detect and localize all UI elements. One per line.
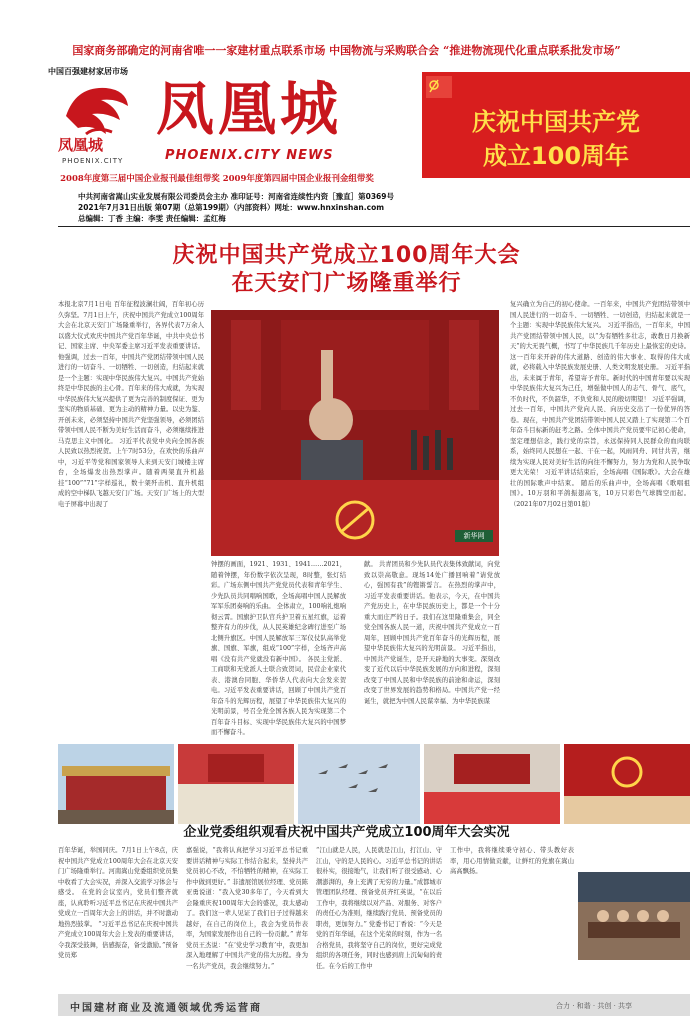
footer-slogan: 中国建材商业及流通领域优秀运营商	[70, 1003, 262, 1014]
logo-english-name: PHOENIX.CITY	[62, 157, 124, 165]
party-flag-icon	[426, 76, 452, 98]
photo-tiananmen-gate	[58, 744, 174, 824]
photo-flyover	[298, 744, 420, 824]
section2-column-1: 百年华诞，举国同庆。7月1日上午8点，庆祝中国共产党成立100周年大会在北京天安门广场隆重举行。河南嵩山党委组织党员集中收看了大会实况，并深入交流学习体会与感受。 在党的会议室内，党员们整齐就座，认真聆听习近平总书记在庆祝中国共产党成立一百周年大会上的讲话，并不时激动地热烈鼓掌。 “习近平总书记在庆祝中国共产党成立100周年大会上发表的重要讲话，令我深受鼓舞，倍感振奋，备受激励。”预备党员郑	[58, 847, 178, 959]
footer-motto: 合力 · 和谐 · 共创 · 共享	[556, 1002, 633, 1010]
publisher-info: 中共河南省嵩山实业发展有限公司委员会主办 准印证号：河南省连续性内资［豫直］第0369号	[78, 192, 394, 201]
headline-line1: 庆祝中国共产党成立100周年大会	[172, 243, 521, 268]
photo-square-formation	[424, 744, 560, 824]
article-column-1: 本报北京7月1日电 百年征程波澜壮阔，百年初心历久弥坚。7月1日上午，庆祝中国共产党成立100周年大会在北京天安门广场隆重举行，各界代表7万余人以盛大仪式欢庆中国共产党百年华诞，中共中央总书记、国家主席、中央军委主席习近平发表重要讲话。他强调，过去一百年，中国共产党团结带领中国人民进行的一切奋斗、一切牺牲、一切创造，归结起来就是一个主题：实现中华民族伟大复兴。中国共产党始终是中华民族的主心骨。百年来的伟大成就，为实现中华民族伟大复兴提供了更为完善的制度保证、更为坚实的物质基础、更为主动的精神力量。以史为鉴、开创未来，必须坚持中国共产党坚强领导，必须团结带领中国人民不断为美好生活而奋斗，必须继续推进马克思主义中国化。 习近平代表党中央向全国各族人民致以热烈祝贺。上午7时53分，在欢快的乐曲声中，习近平等党和国家领导人来到天安门城楼主席台，全场爆发出热烈掌声。随着两架直升机悬挂“100”“71”字样巡礼，数十架歼击机、直升机组成的空中梯队飞越天安门广场。天安门广场上的大型电子屏幕中出现了	[58, 301, 204, 508]
header-divider	[58, 226, 690, 227]
article-column-3: 献。 共青团员和少先队员代表集体致献词，向党致以崇高敬意。现场14处广播回响着“请党放心，强国有我”的铿锵誓言。 在热烈的掌声中，习近平发表重要讲话。他表示，今天，在中国共产党历史上，在中华民族历史上，都是一个十分重大而庄严的日子。我们在这里隆重集会，同全党全国各族人民一道，庆祝中国共产党成立一百周年，回顾中国共产党百年奋斗的光辉历程，展望中华民族伟大复兴的光明前景。 习近平指出，中国共产党诞生，是开天辟地的大事变。深刻改变了近代以后中华民族发展的方向和进程，深刻改变了中国人民和中华民族的前途和命运，深刻改变了世界发展的趋势和格局。中国共产党一经诞生，就把为中国人民谋幸福、为中华民族谋	[364, 561, 500, 705]
logo-chinese-name: 凤凰城	[58, 136, 104, 154]
article-column-2: 钟摆的画面，1921、1931、1941……2021，随着钟摆，年份数字依次呈现，8时整，张灯结彩。广场东侧中国共产党党员代表和青年学生、少先队员共同唱响国歌，全场高唱中国人民解放军军乐团奏响的乐曲。 全体肃立，100响礼炮响彻云霄。国旗护卫队官兵护卫着五星红旗，运着整齐有力的步伐，从人民英雄纪念碑行进至广场北侧升旗区。中国人民解放军三军仪仗队高举党旗、国旗、军旗，组成“100”字样，全场齐声高唱《没有共产党就没有新中国》。 各民主党派、工商联和无党派人士联合致贺词，民营企业家代表、港澳台同胞、华侨华人代表向大会发来贺电。习近平发表重要讲话，回顾了中国共产党百年奋斗的光辉历程，展望了中华民族伟大复兴的光明前景，号召全党全国各族人民为实现第二个百年奋斗目标、实现中华民族伟大复兴的中国梦而不懈奋斗。	[211, 561, 346, 736]
editor-info: 总编辑：丁香 主编：李雯 责任编辑：孟红梅	[78, 214, 226, 223]
section2-title: 企业党委组织观看庆祝中国共产党成立100周年大会实况	[183, 825, 510, 840]
photo-crowd	[178, 744, 294, 824]
section2-column-4: 工作中，我将继续秉守初心、带头教好表率，用心用情做贡献，让鲜红的党旗在嵩山高高飘扬。	[450, 847, 574, 875]
main-photo	[211, 310, 499, 556]
issue-info: 2021年7月31日出版 第07期（总第199期）（内部资料）网址：www.hnxinshan.com	[78, 203, 385, 212]
section2-column-3: “江山就是人民，人民就是江山，打江山、守江山，守的是人民的心。习近平总书记的讲话很朴实，很接地气，让我们听了很受感动、心潮澎湃的，身上充满了无穷的力量。”成都城市管理团队经理、预备党员齐红英说，“在以后工作中，我将继续以对产品、对服务、对客户的责任心为准则，继续践行党员、预备党员的职责，更加努力。” 党委书记丁香说：“今天是党的百年华诞，在这个光荣的时刻，作为一名合格党员，我将坚守自己的岗位，更好完成党组织的各项任务，同时也感到肩上沉甸甸的责任。在今后的工作中	[316, 847, 442, 970]
award-strip: 2008年度第三届中国企业报刊最佳组带奖 2009年度第四届中国企业报刊金组带奖	[60, 174, 374, 184]
section2-column-2: 嘉强说，“我将认真把学习习近平总书记重要讲话精神与实际工作结合起来，坚持共产党员初心不改，不怕牺牲的精神，在实际工作中做到更好。” 非遗展馆展位经理、党员陈亚勇说道：“我入党30多年了，今天看到大会隆重庆祝100周年大会的盛况，我太感动了。我们这一辈人见证了我们日子过得越来越好，在自己的岗位上，我会为党员作表率，为国家发展作出自己的一份贡献。” 青年党员王杰说：“在‘党史学习教育’中，我更加深入地理解了中国共产党的伟大历程。身为一名共产党员，我会继续努力。”	[186, 847, 308, 970]
celebration-title-line1: 庆祝中国共产党	[472, 108, 640, 136]
masthead-subtitle: PHOENIX.CITY NEWS	[165, 148, 334, 163]
celebration-title-line2: 成立100周年	[482, 142, 630, 170]
top-banner-line: 国家商务部确定的河南省唯一一家建材重点联系市场 中国物流与采购联合会 “推进物流现代化重点联系批发市场”	[72, 44, 621, 57]
photo-credit: 新华网	[455, 530, 493, 542]
celebration-box	[422, 72, 690, 178]
photo-stage	[564, 744, 690, 824]
headline-line2: 在天安门广场隆重举行	[231, 271, 462, 296]
masthead-title: 凤凰城	[156, 75, 343, 143]
sub-tagline: 中国百强建材家居市场	[48, 66, 128, 76]
photo-meeting-room	[578, 872, 690, 960]
article-column-4: 复兴确立为自己的初心使命。一百年来，中国共产党团结带领中国人民进行的一切奋斗、一切牺牲、一切创造，归结起来就是一个主题：实现中华民族伟大复兴。 习近平指出，一百年来，中国共产党团结带领中国人民，以“为有牺牲多壮志，敢教日月换新天”的大无畏气概，书写了中华民族几千年历史上最恢宏的史诗。这一百年来开辟的伟大道路、创造的伟大事业、取得的伟大成就，必将载入中华民族发展史册、人类文明发展史册。 习近平指出，未来属于青年，希望寄予青年。新时代的中国青年要以实现中华民族伟大复兴为己任，增强做中国人的志气、骨气、底气，不负时代，不负韶华，不负党和人民的殷切期望！ 习近平强调，过去一百年，中国共产党向人民、向历史交出了一份优异的答卷。现在，中国共产党团结带领中国人民又踏上了实现第二个百年奋斗目标新的赶考之路。全体中国共产党员要牢记初心使命，坚定理想信念，践行党的宗旨，永远保持同人民群众的血肉联系，始终同人民想在一起、干在一起，风雨同舟、同甘共苦，继续为实现人民对美好生活的向往不懈努力，努力为党和人民争取更大光荣！ 习近平讲话结束后，全场高唱《国际歌》。大会在雄壮的国际歌声中结束。 随后的乐曲声中，全场高唱《歌唱祖国》。10万羽和平鸽振翅高飞，10万只彩色气球腾空而起。（2021年07月02日第01版）	[510, 301, 690, 508]
